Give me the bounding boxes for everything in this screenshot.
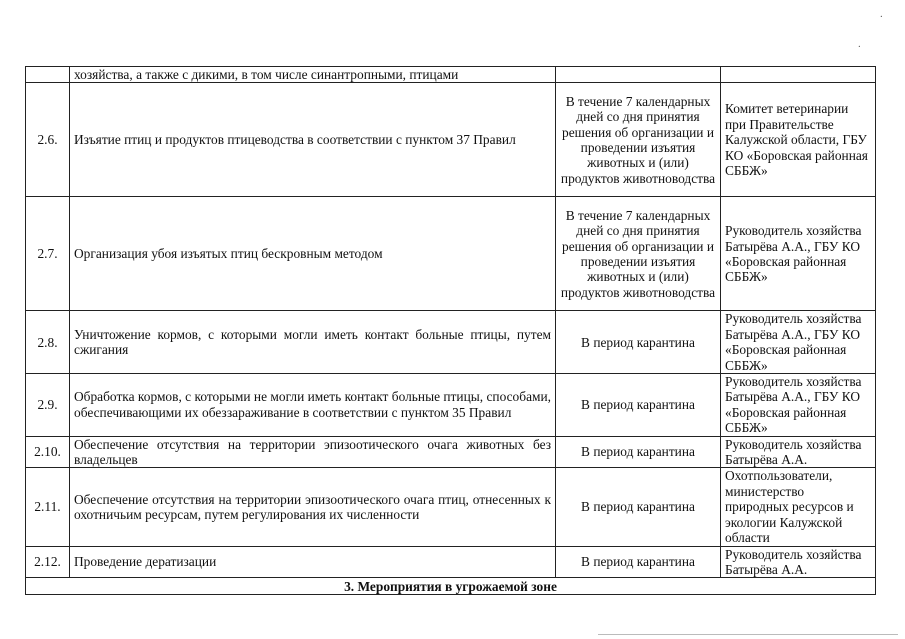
table-row	[26, 374, 876, 437]
table-row	[26, 197, 876, 311]
scan-edge-line	[598, 634, 898, 635]
row-description: Обработка кормов, с которыми не могли иметь контакт больные птицы, способами, обеспечивающими их обеззараживание в соответствии с пунктом 35 Правил	[70, 374, 556, 437]
section-heading: 3. Мероприятия в угрожаемой зоне	[26, 578, 876, 595]
row-responsible	[721, 67, 876, 83]
row-number: 2.6.	[26, 83, 70, 197]
section-heading-row	[26, 578, 876, 595]
row-responsible: Руководитель хозяйства Батырёва А.А.	[721, 546, 876, 578]
row-term: В период карантина	[556, 436, 721, 468]
measures-table	[25, 66, 876, 595]
row-responsible: Руководитель хозяйства Батырёва А.А., ГБУ КО «Боровская районная СББЖ»	[721, 374, 876, 437]
row-number-cell	[26, 67, 70, 83]
table-row	[26, 436, 876, 468]
row-responsible: Руководитель хозяйства Батырёва А.А.	[721, 436, 876, 468]
row-number: 2.12.	[26, 546, 70, 578]
table-row	[26, 83, 876, 197]
corner-mark: .	[880, 8, 883, 20]
row-description: Обеспечение отсутствия на территории эпизоотического очага птиц, отнесенных к охотничьим ресурсам, путем регулирования их численности	[70, 468, 556, 546]
row-term: В течение 7 календарных дней со дня принятия решения об организации и проведении изъятия животных и (или) продуктов животноводства	[556, 83, 721, 197]
row-responsible: Комитет ветеринарии при Правительстве Калужской области, ГБУ КО «Боровская районная СББЖ»	[721, 83, 876, 197]
row-number: 2.11.	[26, 468, 70, 546]
row-term: В период карантина	[556, 468, 721, 546]
row-description: Проведение дератизации	[70, 546, 556, 578]
row-term: В период карантина	[556, 374, 721, 437]
row-term: В период карантина	[556, 311, 721, 374]
row-description: Организация убоя изъятых птиц бескровным методом	[70, 197, 556, 311]
table-row-continuation	[26, 67, 876, 83]
row-term: В период карантина	[556, 546, 721, 578]
row-number: 2.9.	[26, 374, 70, 437]
row-description: Обеспечение отсутствия на территории эпизоотического очага животных без владельцев	[70, 436, 556, 468]
row-term	[556, 67, 721, 83]
row-description: Изъятие птиц и продуктов птицеводства в соответствии с пунктом 37 Правил	[70, 83, 556, 197]
row-responsible: Руководитель хозяйства Батырёва А.А., ГБУ КО «Боровская районная СББЖ»	[721, 311, 876, 374]
row-description: хозяйства, а также с дикими, в том числе синантропными, птицами	[70, 67, 556, 83]
row-responsible: Охотпользователи, министерство природных ресурсов и экологии Калужской области	[721, 468, 876, 546]
row-description: Уничтожение кормов, с которыми могли иметь контакт больные птицы, путем сжигания	[70, 311, 556, 374]
row-number: 2.7.	[26, 197, 70, 311]
table-row	[26, 468, 876, 546]
corner-mark-2: .	[858, 38, 861, 50]
row-term: В течение 7 календарных дней со дня принятия решения об организации и проведении изъятия животных и (или) продуктов животноводства	[556, 197, 721, 311]
table-row	[26, 311, 876, 374]
row-number: 2.10.	[26, 436, 70, 468]
row-responsible: Руководитель хозяйства Батырёва А.А., ГБУ КО «Боровская районная СББЖ»	[721, 197, 876, 311]
table-row	[26, 546, 876, 578]
row-number: 2.8.	[26, 311, 70, 374]
